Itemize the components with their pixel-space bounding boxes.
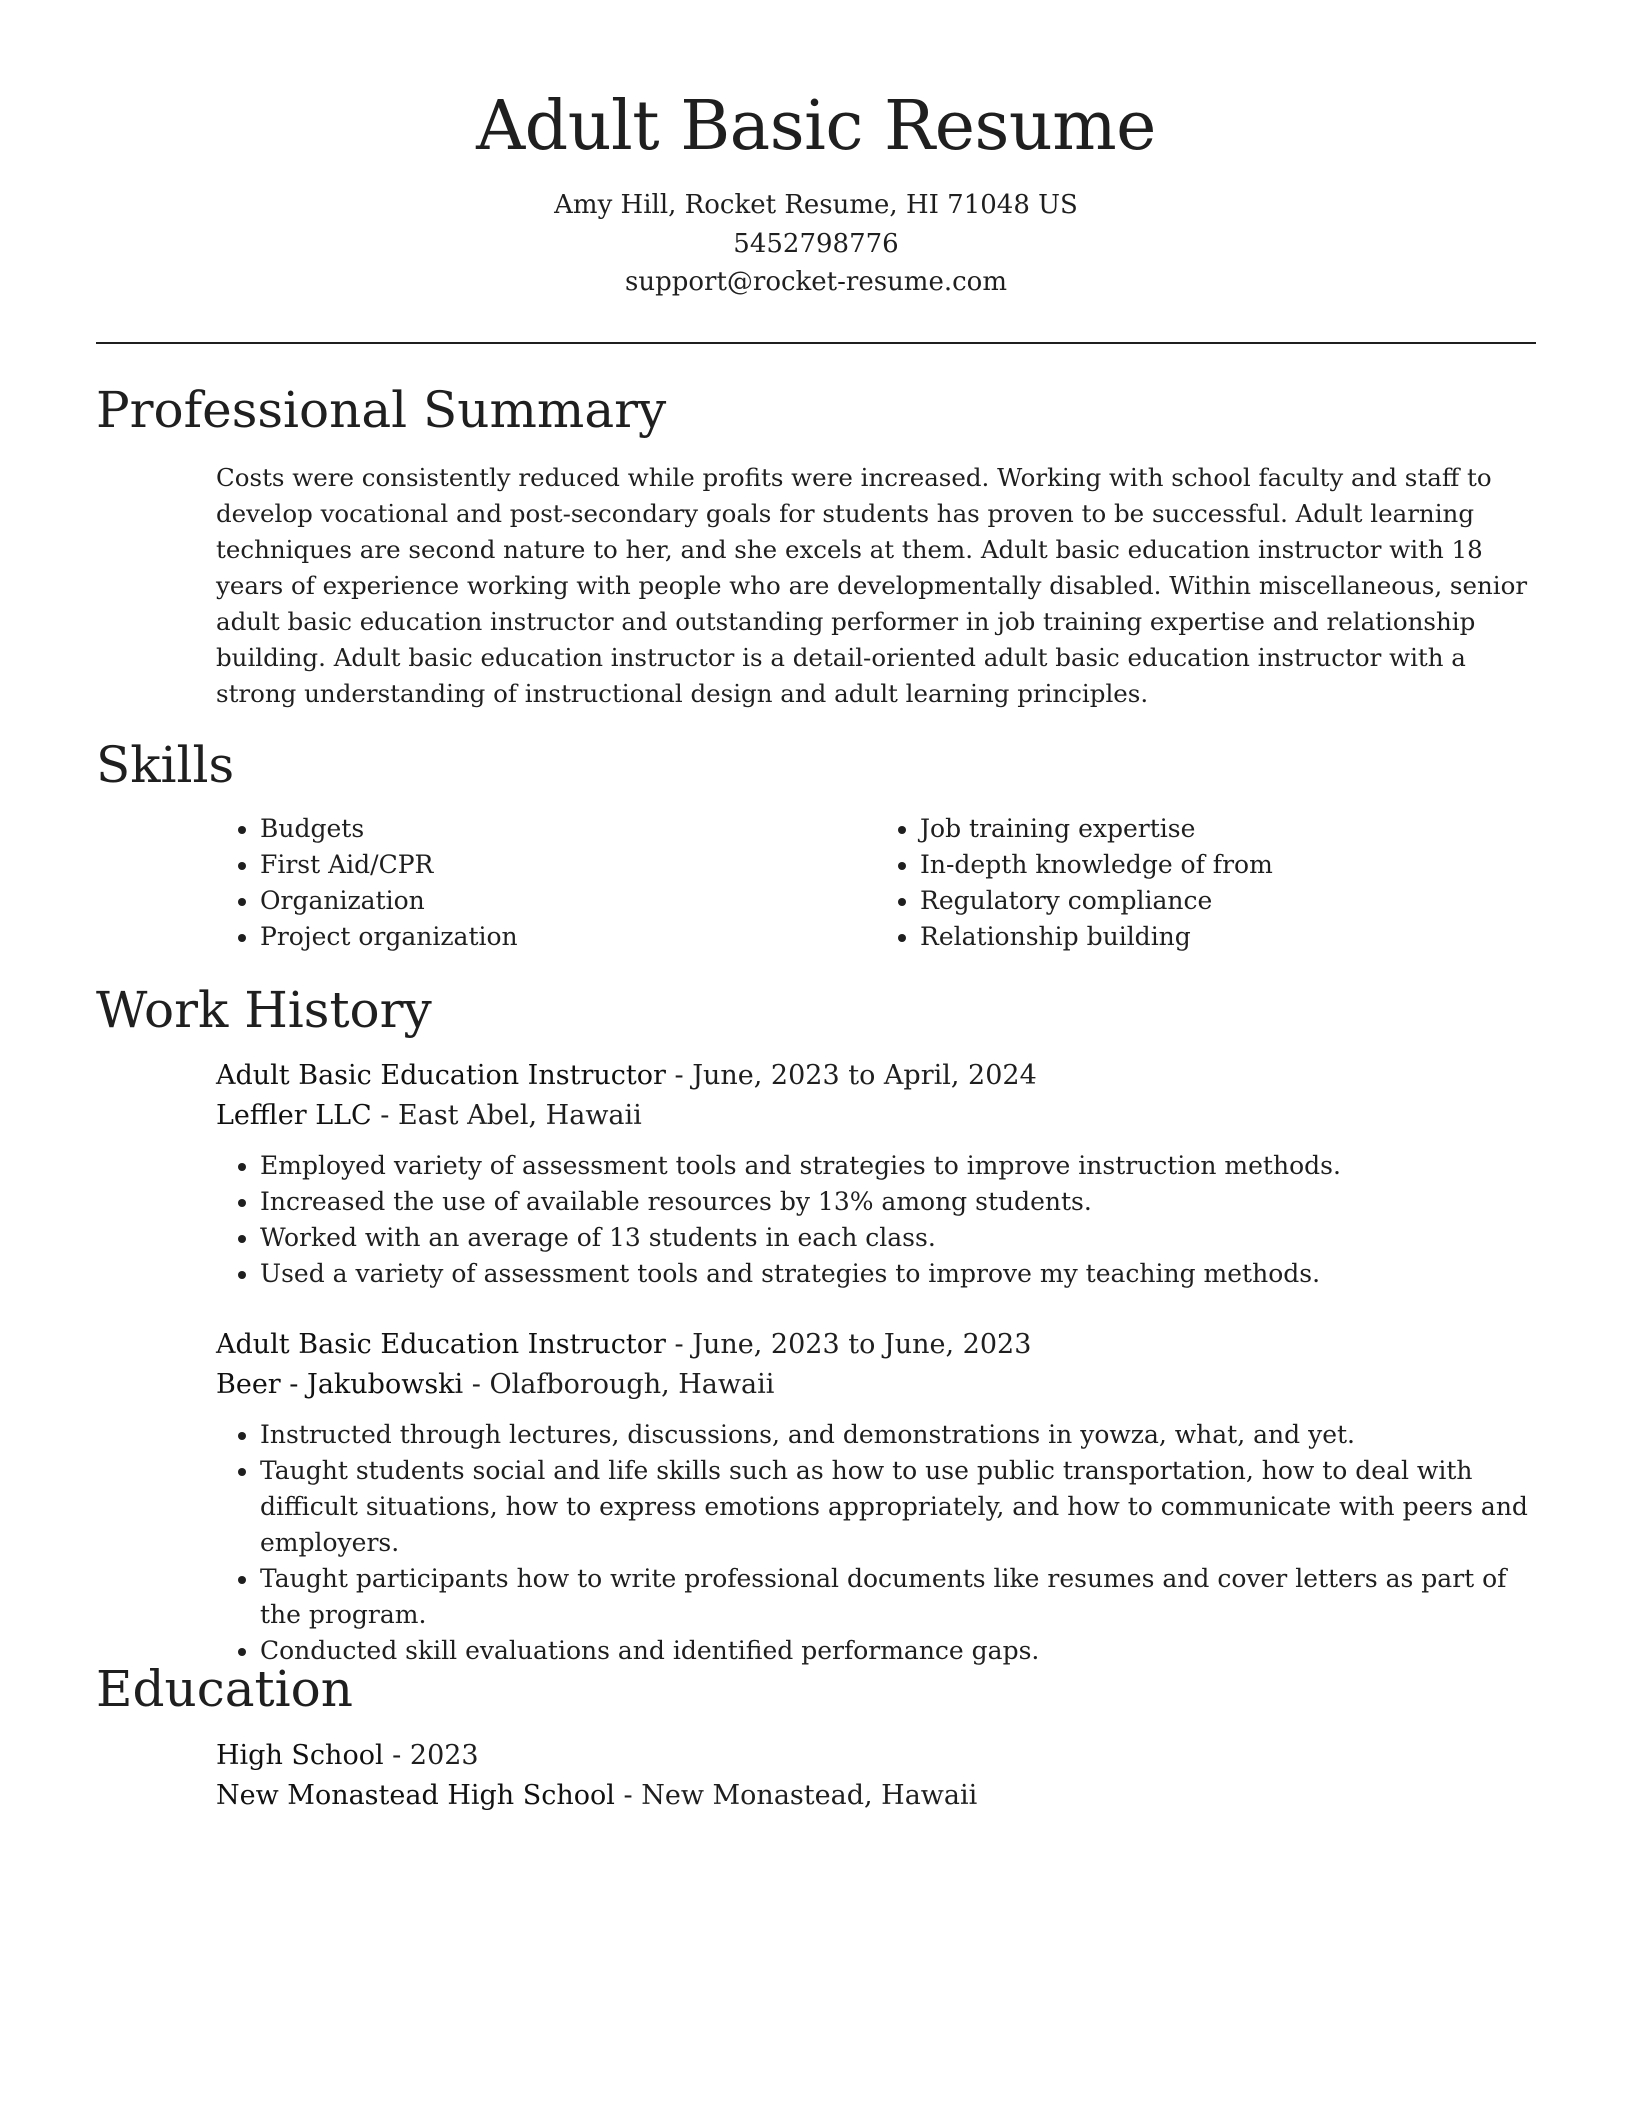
job-location: Olafborough, Hawaii xyxy=(489,1369,775,1400)
skills-heading: Skills xyxy=(96,736,235,794)
contact-address: Amy Hill, Rocket Resume, HI 71048 US xyxy=(554,190,1078,220)
job-location: East Abel, Hawaii xyxy=(398,1100,642,1131)
job-dates: June, 2023 to June, 2023 xyxy=(692,1329,1032,1360)
job-bullet: • Worked with an average of 13 students in each class. xyxy=(260,1220,1536,1256)
separator: - xyxy=(383,1740,410,1771)
job-bullets xyxy=(216,1417,1536,1669)
job-dates: June, 2023 to April, 2024 xyxy=(692,1060,1037,1091)
work-history-heading: Work History xyxy=(96,981,432,1039)
summary-text: Costs were consistently reduced while profits were increased. Working with school faculty and staff to develop vocational and post-secondary goals for students has proven to be successful. Adult learning techniques are second nature to her, and she excels at them. Adult basic education instructor with 18 years of experience working with people who are developmentally disabled. Within miscellaneous, senior adult basic education instructor and outstanding performer in job training expertise and relationship building. Adult basic education instructor is a detail-oriented adult basic education instructor with a strong understanding of instructional design and adult learning principles. xyxy=(216,463,1528,708)
separator: - xyxy=(614,1780,642,1811)
job-bullet: • Taught participants how to write professional documents like resumes and cover letters as part of the program. xyxy=(260,1561,1536,1633)
skill-item: • Regulatory compliance xyxy=(920,883,1536,919)
separator: - xyxy=(665,1060,693,1091)
job-bullet: • Employed variety of assessment tools and strategies to improve instruction methods. xyxy=(260,1148,1536,1184)
job-employer: Beer - Jakubowski xyxy=(216,1369,464,1400)
skills-section xyxy=(216,811,1536,955)
job-entry xyxy=(216,1056,1536,1292)
skill-item: • Organization xyxy=(260,883,876,919)
education-heading: Education xyxy=(96,1660,353,1718)
skill-item: • In-depth knowledge of from xyxy=(920,847,1536,883)
education-school: New Monastead High School xyxy=(216,1780,615,1811)
education-location: New Monastead, Hawaii xyxy=(641,1780,978,1811)
education-degree: High School xyxy=(216,1740,384,1771)
summary-heading: Professional Summary xyxy=(96,381,667,439)
job-title-line xyxy=(216,1325,1536,1365)
education-degree-line xyxy=(216,1736,1536,1776)
job-employer-line xyxy=(216,1096,1536,1136)
contact-email: support@rocket-resume.com xyxy=(624,267,1007,297)
job-bullet: • Conducted skill evaluations and identified performance gaps. xyxy=(260,1633,1536,1669)
skill-item: • Relationship building xyxy=(920,919,1536,955)
header-divider xyxy=(96,342,1536,344)
job-employer: Leffler LLC xyxy=(216,1100,372,1131)
skills-list-left xyxy=(216,811,876,955)
job-bullet: • Instructed through lectures, discussions, and demonstrations in yowza, what, and yet. xyxy=(260,1417,1536,1453)
job-bullet: • Increased the use of available resources by 13% among students. xyxy=(260,1184,1536,1220)
skills-list-right xyxy=(876,811,1536,955)
separator: - xyxy=(665,1329,693,1360)
skill-item: • First Aid/CPR xyxy=(260,847,876,883)
job-title: Adult Basic Education Instructor xyxy=(216,1060,666,1091)
job-title: Adult Basic Education Instructor xyxy=(216,1329,666,1360)
resume-header xyxy=(0,82,1632,302)
education-school-line xyxy=(216,1776,1536,1816)
job-bullet: • Used a variety of assessment tools and strategies to improve my teaching methods. xyxy=(260,1256,1536,1292)
resume-title: Adult Basic Resume xyxy=(476,87,1156,166)
job-bullet: • Taught students social and life skills such as how to use public transportation, how to deal with difficult situations, how to express emotions appropriately, and how to communicate with peers and employers. xyxy=(260,1453,1536,1561)
education-year: 2023 xyxy=(409,1740,479,1771)
job-employer-line xyxy=(216,1365,1536,1405)
skill-item: • Project organization xyxy=(260,919,876,955)
job-title-line xyxy=(216,1056,1536,1096)
job-entry xyxy=(216,1325,1536,1669)
summary-section xyxy=(216,460,1536,712)
separator: - xyxy=(371,1100,399,1131)
contact-block xyxy=(0,186,1632,302)
skill-item: • Job training expertise xyxy=(920,811,1536,847)
skill-item: • Budgets xyxy=(260,811,876,847)
job-bullets xyxy=(216,1148,1536,1292)
separator: - xyxy=(463,1369,490,1400)
education-entry xyxy=(216,1736,1536,1816)
contact-phone: 5452798776 xyxy=(733,228,899,259)
